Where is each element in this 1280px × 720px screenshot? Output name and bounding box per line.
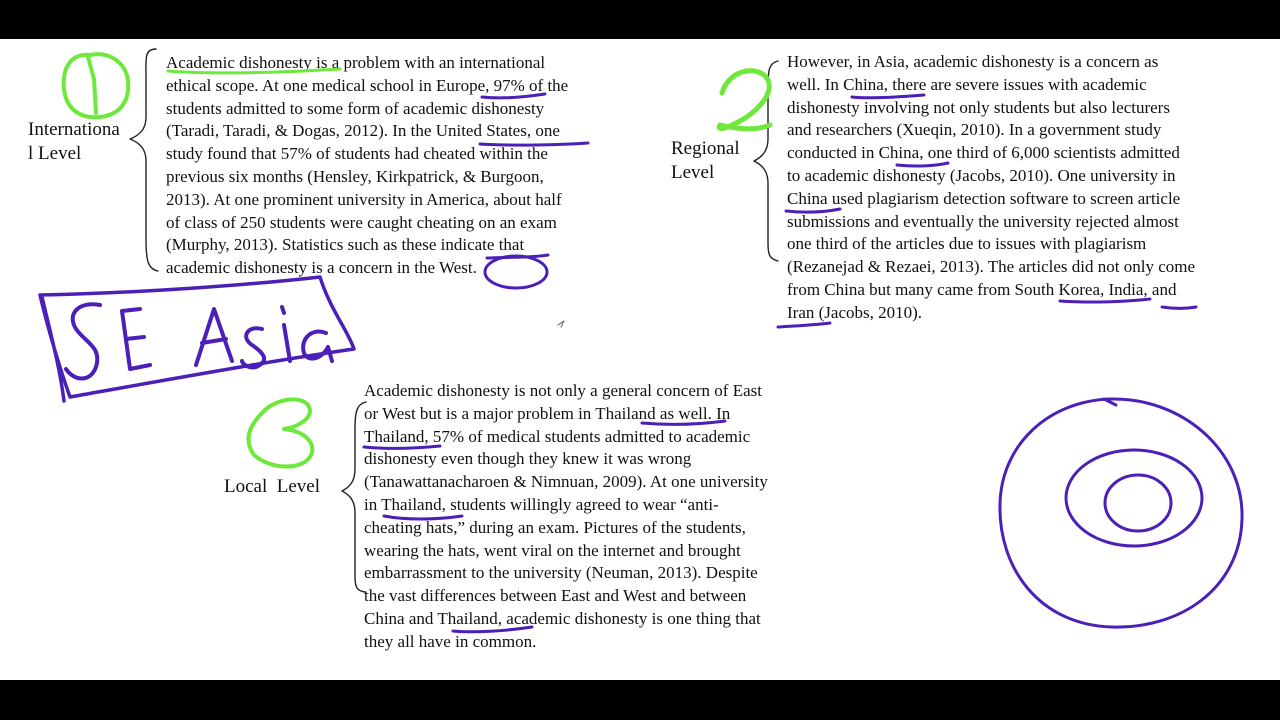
international-label-line1: Internationa (28, 119, 120, 140)
numeral-3 (248, 399, 312, 466)
pen-cursor-mark (558, 321, 564, 327)
inner-circle (1105, 475, 1171, 531)
se-asia-a (303, 332, 332, 361)
paragraph-line: (Taradi, Taradi, & Dogas, 2012). In the United States, one (166, 121, 560, 141)
paragraph-line: dishonesty involving not only students but also lecturers (787, 97, 1170, 117)
local-level-label (224, 475, 320, 499)
paragraph-line: submissions and eventually the university rejected almost (787, 211, 1179, 231)
paragraph-line: (Murphy, 2013). Statistics such as these indicate that (166, 235, 525, 255)
paragraph-line: However, in Asia, academic dishonesty is a concern as (787, 52, 1159, 71)
numeral-1-stroke (88, 57, 96, 113)
paragraph-line: conducted in China, one third of 6,000 scientists admitted (787, 143, 1180, 163)
whiteboard-page (0, 39, 1280, 680)
middle-circle (1066, 450, 1202, 546)
paragraph-line: Thailand, 57% of medical students admitted to academic (364, 426, 751, 446)
regional-paragraph (787, 51, 1195, 325)
paragraph-line: the vast differences between East and West and between (364, 586, 747, 606)
outer-circle (1000, 399, 1242, 627)
se-asia-s (242, 328, 264, 367)
paragraph-line: and researchers (Xueqin, 2010). In a government study (787, 120, 1162, 140)
paragraph-line: students admitted to some form of academic dishonesty (166, 98, 545, 118)
international-brace (130, 49, 158, 271)
numeral-1-circle (64, 54, 129, 117)
paragraph-line: study found that 57% of students had cheated within the (166, 144, 548, 164)
paragraph-line: in Thailand, students willingly agreed to wear “anti- (364, 494, 719, 514)
paragraph-line: embarrassment to the university (Neuman, 2013). Despite (364, 563, 758, 583)
paragraph-line: Iran (Jacobs, 2010). (787, 302, 923, 322)
paragraph-line: of class of 250 students were caught cheating on an exam (166, 212, 557, 232)
paragraph-line: China used plagiarism detection software to screen article (787, 188, 1181, 208)
se-asia-A (196, 309, 232, 365)
local-label: Local Level (224, 476, 321, 497)
paragraph-line: to academic dishonesty (Jacobs, 2010). One university in (787, 165, 1176, 185)
paragraph-line: ethical scope. At one medical school in Europe, 97% of the (166, 75, 569, 95)
paragraph-line: dishonesty even though they knew it was wrong (364, 449, 692, 469)
se-asia-S (66, 304, 100, 378)
international-level-label (28, 118, 120, 166)
se-asia-E (122, 309, 150, 369)
paragraph-line: Academic dishonesty is a problem with an international (166, 53, 546, 72)
international-label-line2: l Level (28, 143, 82, 164)
paragraph-line: they all have in common. (364, 631, 537, 651)
se-asia-i (282, 307, 290, 361)
paragraph-line: one third of the articles due to issues with plagiarism (787, 234, 1147, 254)
paragraph-line: cheating hats,” during an exam. Pictures of the students, (364, 517, 746, 537)
paragraph-line: well. In China, there are severe issues with academic (787, 74, 1147, 94)
regional-label-line2: Level (671, 162, 715, 183)
regional-label-line1: Regional (671, 138, 740, 159)
numeral-2 (719, 71, 770, 129)
international-paragraph (166, 52, 568, 280)
regional-level-label (671, 137, 740, 185)
paragraph-line: or West but is a major problem in Thailand as well. In (364, 403, 731, 423)
local-brace (342, 402, 366, 592)
paragraph-line: China and Thailand, academic dishonesty is one thing that (364, 608, 761, 628)
paragraph-line: Academic dishonesty is not only a general concern of East (364, 381, 762, 400)
local-paragraph (364, 380, 768, 654)
paragraph-line: 2013). At one prominent university in America, about half (166, 189, 562, 209)
paragraph-line: previous six months (Hensley, Kirkpatrick, & Burgoon, (166, 166, 544, 186)
paragraph-line: from China but many came from South Korea, India, and (787, 279, 1177, 299)
paragraph-line: wearing the hats, went viral on the internet and brought (364, 540, 741, 560)
paragraph-line: academic dishonesty is a concern in the West. (166, 258, 477, 278)
paragraph-line: (Rezanejad & Rezaei, 2013). The articles did not only come (787, 257, 1196, 277)
regional-brace (754, 61, 778, 261)
se-asia-box (40, 277, 354, 401)
paragraph-line: (Tanawattanacharoen & Nimnuan, 2009). At one university (364, 472, 768, 492)
